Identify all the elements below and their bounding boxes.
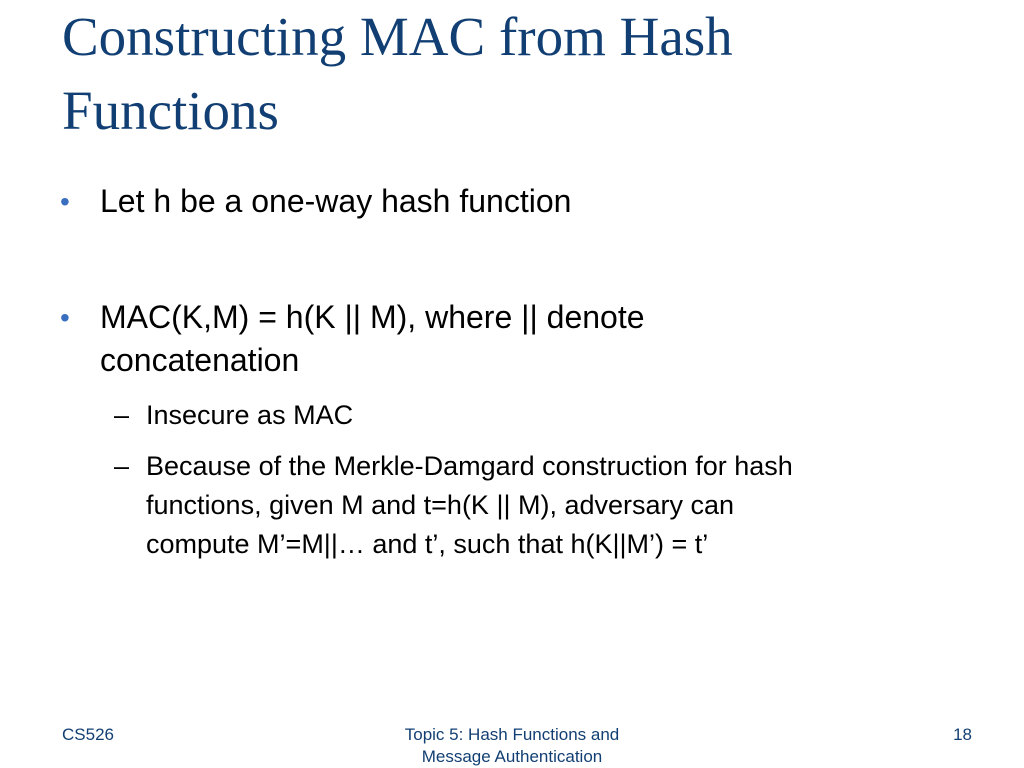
bullet-text: Let h be a one-way hash function <box>100 183 572 219</box>
bullet-text: MAC(K,M) = h(K || M), where || denote <box>100 299 645 335</box>
sub-bullet-text: functions, given M and t=h(K || M), adversary can <box>146 490 735 520</box>
bullet-text: concatenation <box>100 342 300 378</box>
footer-topic <box>372 724 652 768</box>
footer-topic-line: Topic 5: Hash Functions and <box>404 725 620 744</box>
sub-bullet-item <box>114 396 354 435</box>
sub-bullet-text: compute M’=M||… and t’, such that h(K||M’) = t’ <box>146 529 709 559</box>
footer-course: CS526 <box>62 725 114 744</box>
slide-title-line: Functions <box>62 80 279 141</box>
sub-bullet-item <box>114 447 793 564</box>
footer-topic-line: Message Authentication <box>421 747 603 766</box>
sub-bullet-text: Because of the Merkle-Damgard construction for hash <box>146 451 793 481</box>
sub-bullet-text: Insecure as MAC <box>146 400 354 430</box>
dash-marker: – <box>114 400 130 430</box>
slide-title <box>62 0 982 148</box>
slide-title-line: Constructing MAC from Hash <box>62 6 733 67</box>
bullet-marker: • <box>60 186 70 217</box>
bullet-marker: • <box>60 302 70 333</box>
dash-marker: – <box>114 451 130 481</box>
bullet-item <box>60 296 645 382</box>
bullet-item <box>60 180 572 223</box>
slide-number: 18 <box>953 725 972 744</box>
